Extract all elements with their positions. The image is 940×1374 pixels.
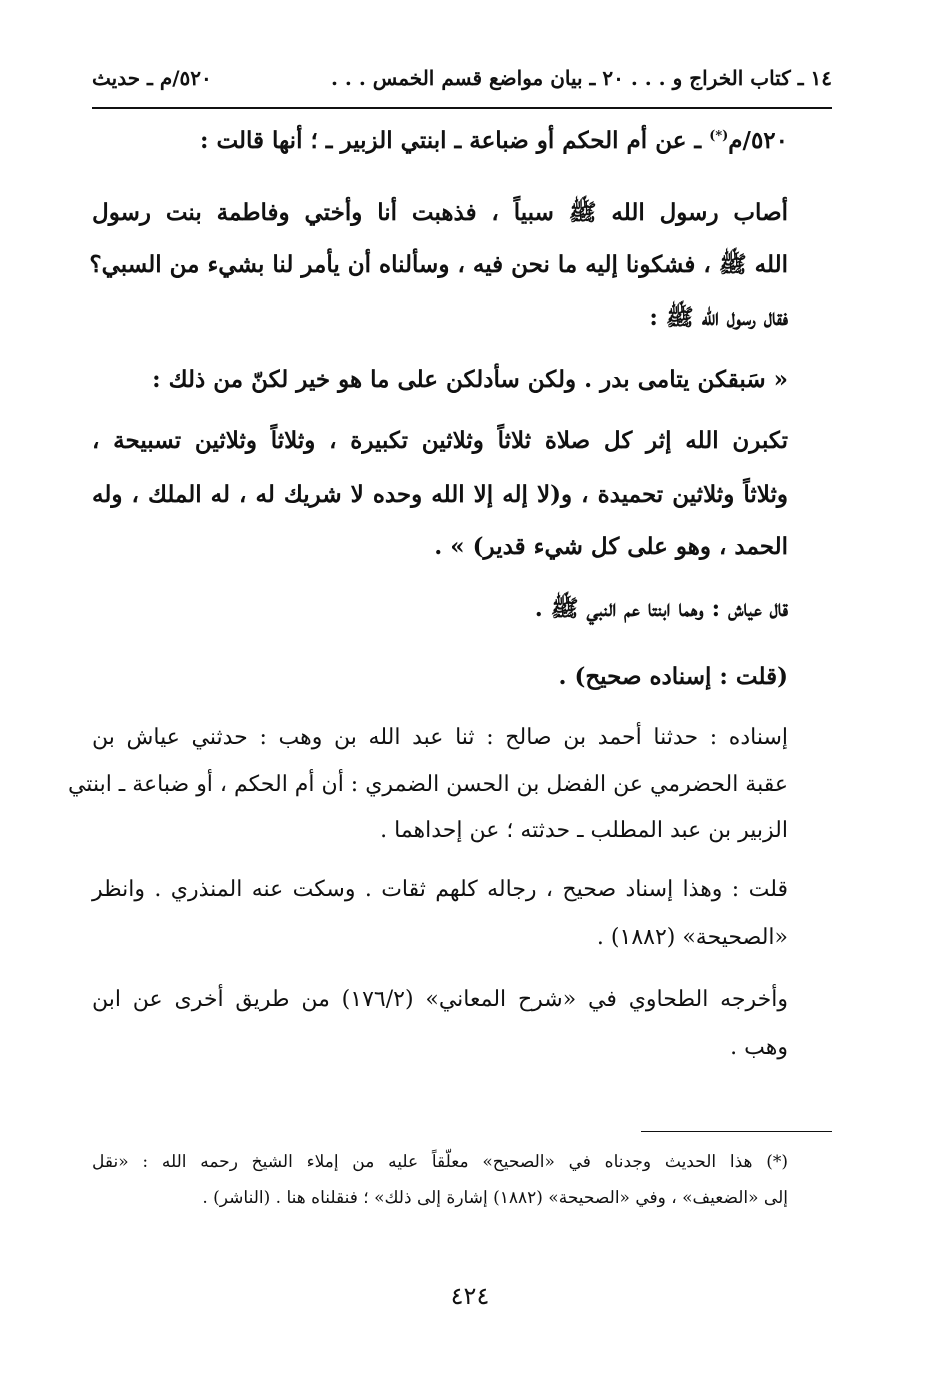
takhrij-line: وهب . — [730, 1035, 788, 1060]
quote-line: الحمد ، وهو على كل شيء قدير) » . — [434, 533, 788, 560]
isnad-line: الزبير بن عبد المطلب ـ حدثته ؛ عن إحداهما . — [380, 818, 788, 843]
comment-line: قلت : وهذا إسناد صحيح ، رجاله كلهم ثقات . وسكت عنه المنذري . وانظر — [92, 877, 788, 902]
grading-note: (قلت : إسناده صحيح) . — [558, 663, 788, 690]
header-chapter-title: ١٤ ـ كتاب الخراج و . . . ٢٠ ـ بيان مواضع قسم الخمس . . . — [330, 66, 832, 90]
body-line: فقال رسول الله ﷺ : — [649, 304, 788, 331]
header-divider — [92, 107, 832, 109]
header-hadith-ref: ٥٢٠/م ـ حديث — [92, 66, 212, 90]
footnote-line: إلى «الضعيف» ، وفي «الصحيحة» (١٨٨٢) إشارة إلى ذلك» ؛ فنقلناه هنا . (الناشر) . — [202, 1188, 788, 1208]
quote-line: تكبرن الله إثر كل صلاة ثلاثاً وثلاثين تكبيرة ، وثلاثاً وثلاثين تسبيحة ، — [92, 427, 788, 454]
running-header — [92, 66, 832, 90]
footnote-line: (*) هذا الحديث وجدناه في «الصحيح» معلّقاً عليه من إملاء الشيخ رحمه الله : «نقل — [92, 1152, 788, 1172]
quote-line: « سَبقكن يتامى بدر . ولكن سأدلكن على ما هو خير لكنّ من ذلك : — [152, 366, 788, 393]
comment-line: «الصحيحة» (١٨٨٢) . — [596, 925, 788, 950]
hadith-number: ٥٢٠/م — [728, 127, 788, 154]
page-number: ٤٢٤ — [450, 1282, 490, 1310]
quote-line: وثلاثاً وثلاثين تحميدة ، و(لا إله إلا الله وحده لا شريك له ، له الملك ، وله — [92, 481, 788, 508]
hadith-heading — [92, 127, 788, 154]
isnad-line: إسناده : حدثنا أحمد بن صالح : ثنا عبد الله بن وهب : حدثني عياش بن — [92, 725, 788, 750]
takhrij-line: وأخرجه الطحاوي في «شرح المعاني» (١٧٦/٢) من طريق أخرى عن ابن — [92, 987, 788, 1012]
footnote-divider — [641, 1131, 832, 1132]
body-line: الله ﷺ ، فشكونا إليه ما نحن فيه ، وسألناه أن يأمر لنا بشيء من السبي؟ — [89, 251, 788, 278]
hadith-intro: ـ عن أم الحكم أو ضباعة ـ ابنتي الزبير ـ ؛ أنها قالت : — [199, 127, 702, 154]
isnad-line: عقبة الحضرمي عن الفضل بن الحسن الضمري : أن أم الحكم ، أو ضباعة ـ ابنتي — [67, 772, 788, 797]
narrator-note: قال عياش : وهما ابنتا عم النبي ﷺ . — [534, 595, 788, 622]
body-line: أصاب رسول الله ﷺ سبياً ، فذهبت أنا وأختي وفاطمة بنت رسول — [92, 199, 788, 226]
footnote-marker: (*) — [709, 128, 729, 144]
